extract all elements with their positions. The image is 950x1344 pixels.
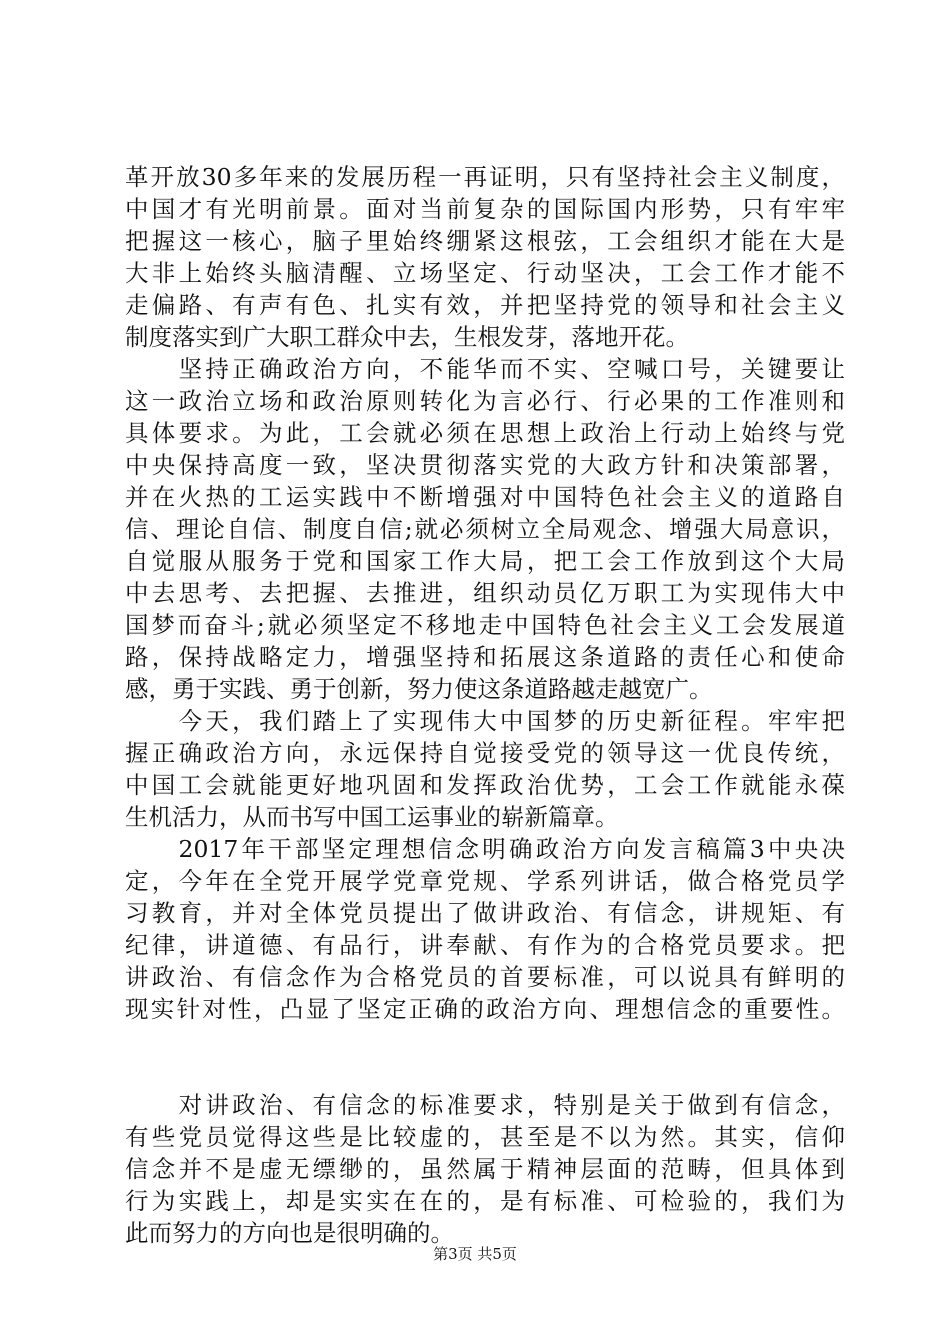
text-line: 具体要求。为此，工会就必须在思想上政治上行动上始终与党 <box>125 419 845 447</box>
paragraph-spacer <box>125 1025 845 1089</box>
text-line: 这一政治立场和政治原则转化为言必行、行必果的工作准则和 <box>125 387 845 415</box>
text-line: 把握这一核心，脑子里始终绷紧这根弦，工会组织才能在大是 <box>125 227 845 255</box>
text-line: 生机活力，从而书写中国工运事业的崭新篇章。 <box>125 803 619 831</box>
text-line: 中国工会就能更好地巩固和发挥政治优势，工会工作就能永葆 <box>125 771 845 799</box>
text-line: 讲政治、有信念作为合格党员的首要标准，可以说具有鲜明的 <box>125 963 845 991</box>
text-line: 走偏路、有声有色、扎实有效，并把坚持党的领导和社会主义 <box>125 291 845 319</box>
text-line: 并在火热的工运实践中不断增强对中国特色社会主义的道路自 <box>125 483 845 511</box>
text-line: 大非上始终头脑清醒、立场坚定、行动坚决，工会工作才能不 <box>125 259 845 287</box>
text-line: 中国才有光明前景。面对当前复杂的国际国内形势，只有牢牢 <box>125 195 845 223</box>
text-line: 革开放30多年来的发展历程一再证明，只有坚持社会主义制度， <box>125 163 845 191</box>
text-line: 中央保持高度一致，坚决贯彻落实党的大政方针和决策部署， <box>125 451 845 479</box>
paragraph-1 <box>125 161 845 353</box>
text-line: 定，今年在全党开展学党章党规、学系列讲话，做合格党员学 <box>125 867 845 895</box>
text-line: 国梦而奋斗;就必须坚定不移地走中国特色社会主义工会发展道 <box>125 611 845 639</box>
text-line: 握正确政治方向，永远保持自觉接受党的领导这一优良传统， <box>125 739 845 767</box>
text-line: 自觉服从服务于党和国家工作大局，把工会工作放到这个大局 <box>125 547 845 575</box>
paragraph-5 <box>125 1089 845 1249</box>
document-body <box>125 161 845 1249</box>
text-line: 习教育，并对全体党员提出了做讲政治、有信念，讲规矩、有 <box>125 899 845 927</box>
text-line: 纪律，讲道德、有品行，讲奉献、有作为的合格党员要求。把 <box>125 931 845 959</box>
paragraph-4 <box>125 833 845 1025</box>
text-line: 路，保持战略定力，增强坚持和拓展这条道路的责任心和使命 <box>125 643 845 671</box>
text-line: 信、理论自信、制度自信;就必须树立全局观念、增强大局意识， <box>125 515 845 543</box>
text-line: 对讲政治、有信念的标准要求，特别是关于做到有信念， <box>125 1091 845 1119</box>
text-line: 今天，我们踏上了实现伟大中国梦的历史新征程。牢牢把 <box>125 707 845 735</box>
text-line: 坚持正确政治方向，不能华而不实、空喊口号，关键要让 <box>125 355 845 383</box>
text-line: 信念并不是虚无缥缈的，虽然属于精神层面的范畴，但具体到 <box>125 1155 845 1183</box>
paragraph-3 <box>125 705 845 833</box>
paragraph-2 <box>125 353 845 705</box>
page-number-footer: 第3页 共5页 <box>433 1245 517 1263</box>
text-line: 此而努力的方向也是很明确的。 <box>125 1219 454 1247</box>
text-line: 行为实践上，却是实实在在的，是有标准、可检验的，我们为 <box>125 1187 845 1215</box>
text-line: 有些党员觉得这些是比较虚的，甚至是不以为然。其实，信仰 <box>125 1123 845 1151</box>
text-line: 感，勇于实践、勇于创新，努力使这条道路越走越宽广。 <box>125 675 713 703</box>
text-line: 制度落实到广大职工群众中去，生根发芽，落地开花。 <box>125 323 689 351</box>
text-line: 中去思考、去把握、去推进，组织动员亿万职工为实现伟大中 <box>125 579 845 607</box>
text-line: 2017年干部坚定理想信念明确政治方向发言稿篇3中央决 <box>125 835 845 863</box>
text-line: 现实针对性，凸显了坚定正确的政治方向、理想信念的重要性。 <box>125 995 845 1023</box>
